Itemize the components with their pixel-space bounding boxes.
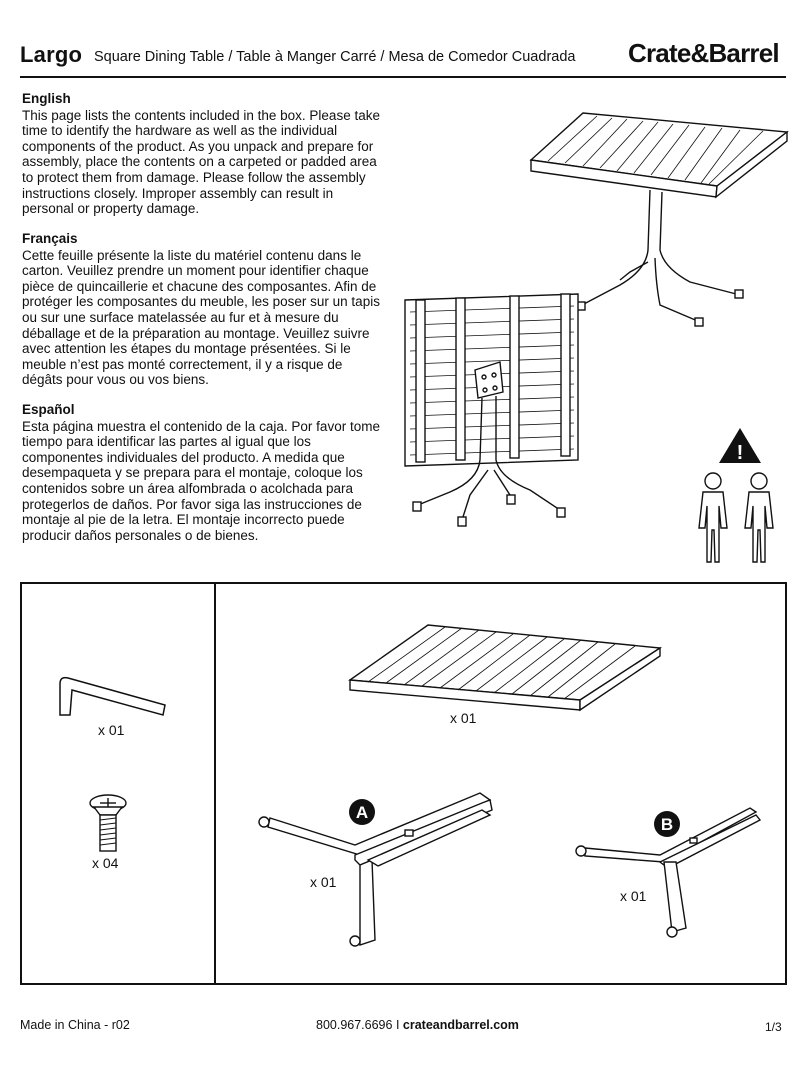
svg-text:A: A xyxy=(355,803,369,822)
english-body: This page lists the contents included in the box. Please take time to identify the hardware as well as the individual components of the product. As you unpack and prepare for assembly, place the contents on a carpeted or padded area to protect them from damage. Please follow the assembly instructions closely. Improper assembly can result in personal or property damage. xyxy=(22,107,380,217)
brand-logo: Crate&Barrel xyxy=(628,38,779,68)
leg-a-icon xyxy=(259,793,492,946)
phone-number: 800.967.6696 I xyxy=(316,1018,403,1032)
header xyxy=(0,0,808,80)
allen-key-icon xyxy=(60,678,165,715)
contact-info xyxy=(316,1018,519,1032)
header-divider xyxy=(20,76,786,78)
page-number: 1/3 xyxy=(765,1020,782,1034)
two-person-assembly-icon xyxy=(699,473,773,562)
leg-a-qty: x 01 xyxy=(310,874,337,890)
product-description: Square Dining Table / Table à Manger Carré / Mesa de Comedor Cuadrada xyxy=(94,49,576,65)
product-title: Largo xyxy=(20,42,83,67)
svg-text:B: B xyxy=(660,815,674,834)
english-section xyxy=(22,91,382,217)
bolt-icon xyxy=(90,795,126,851)
leg-b-badge xyxy=(654,811,680,837)
made-in-label: Made in China - r02 xyxy=(20,1018,130,1032)
table-underside-illustration xyxy=(405,294,578,526)
tabletop-qty: x 01 xyxy=(450,710,477,726)
english-heading: English xyxy=(22,91,71,106)
leg-b-qty: x 01 xyxy=(620,888,647,904)
spanish-heading: Español xyxy=(22,402,75,417)
leg-a-badge xyxy=(349,799,375,825)
french-body: Cette feuille présente la liste du matériel contenu dans le carton. Veuillez prendre un moment pour identifier chaque pièce de quincaillerie et chacune des composantes. Afin de protéger les composantes du meuble, les poser sur un tapis ou sur une surface matelassée au fur et à mesure du déballage et de la préparation au montage. Veuillez suivre avec attention les étapes du montage présentées. Si le meuble n’est pas monté correctement, il y a risque de dégâts pour vous ou vos biens. xyxy=(22,247,380,388)
website-link[interactable]: crateandbarrel.com xyxy=(402,1018,519,1032)
spanish-section xyxy=(22,402,382,543)
product-illustrations xyxy=(395,95,795,565)
french-section xyxy=(22,231,382,388)
warning-icon xyxy=(719,428,761,464)
svg-text:!: ! xyxy=(736,442,744,464)
parts-illustrations xyxy=(22,584,786,984)
spanish-body: Esta página muestra el contenido de la caja. Por favor tome tiempo para identificar las partes al igual que los componentes individuales del producto. A medida que desempaqueta y se prepara para el montaje, coloque los contenidos sobre un área alfombrada o acolchada para protegerlos de daños. Por favor siga las instrucciones de montaje al pie de la letra. El montaje incorrecto puede producir daños personales o de bienes. xyxy=(22,418,380,543)
allen-key-qty: x 01 xyxy=(98,722,125,738)
bolt-qty: x 04 xyxy=(92,855,119,871)
french-heading: Français xyxy=(22,231,78,246)
tabletop-icon xyxy=(350,625,660,710)
